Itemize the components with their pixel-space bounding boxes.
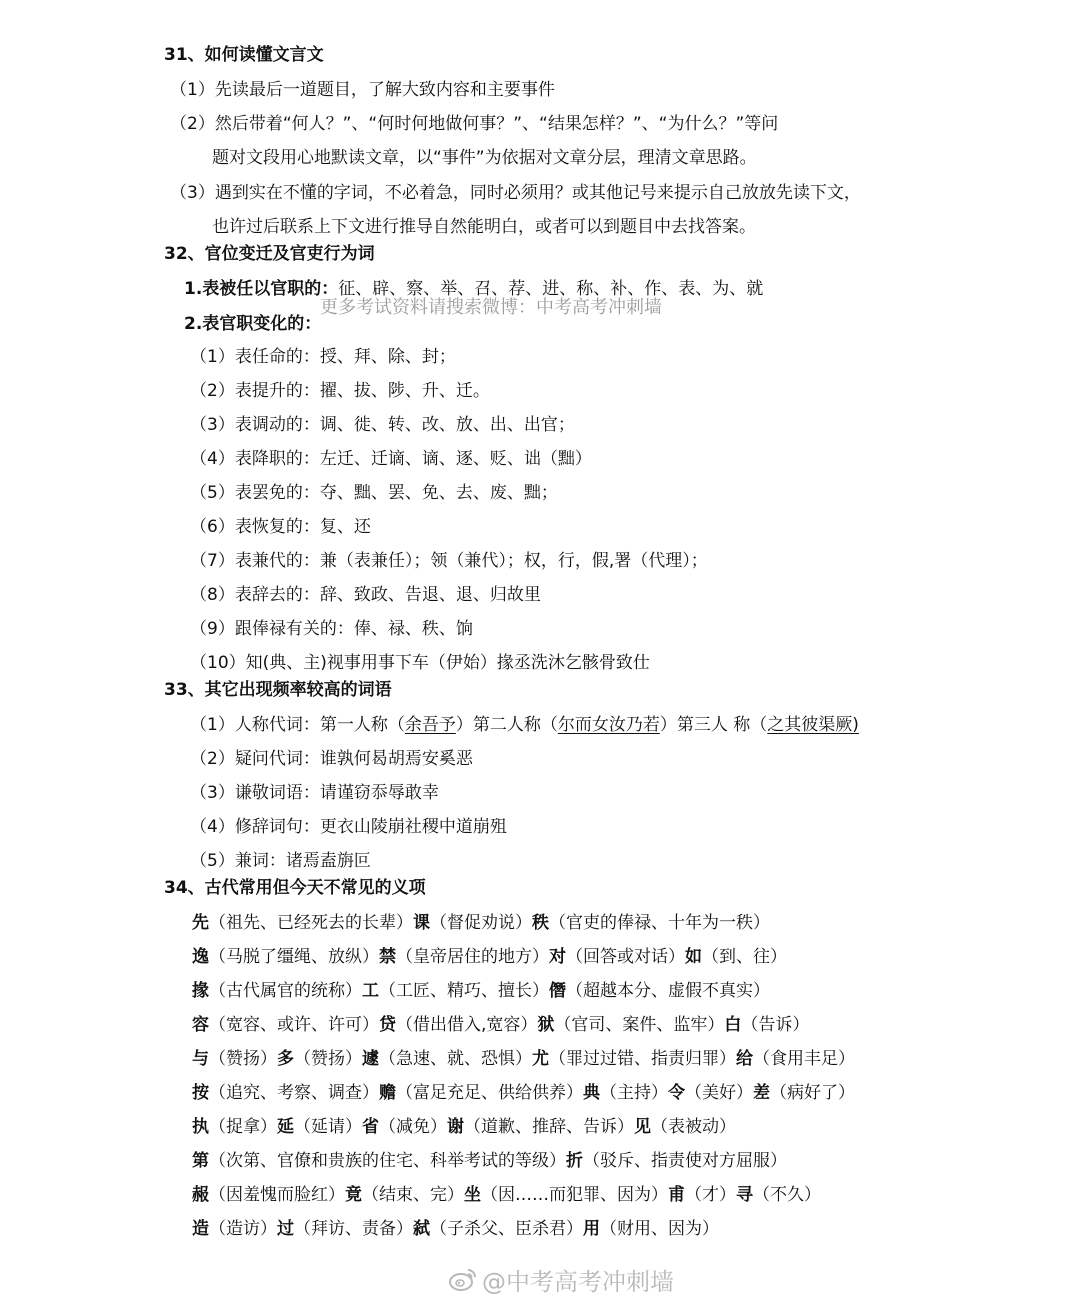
s34-term: 弑 xyxy=(413,1219,430,1239)
s34-gloss: （次第、官僚和贵族的住宅、科举考试的等级） xyxy=(209,1151,566,1171)
s34-term: 贷 xyxy=(379,1015,396,1035)
s31-line-3a: （3）遇到实在不懂的字词，不必着急，同时必须用？或其他记号来提示自己放放先读下文， xyxy=(170,183,861,203)
s32-point-2-label: 2.表官职变化的： xyxy=(184,314,322,334)
s34-gloss: （减免） xyxy=(379,1117,447,1137)
s34-row xyxy=(192,1183,821,1207)
s33-line-5: （5）兼词：诸焉盍旃叵 xyxy=(190,851,371,871)
s34-gloss: （皇帝居住的地方） xyxy=(396,947,549,967)
s34-term: 竟 xyxy=(345,1185,362,1205)
s34-row xyxy=(192,1115,736,1139)
s34-term: 第 xyxy=(192,1151,209,1171)
s34-term: 按 xyxy=(192,1083,209,1103)
s34-gloss: （表被动） xyxy=(651,1117,736,1137)
weibo-icon xyxy=(448,1266,478,1292)
section-32-title: 32、官位变迁及官吏行为词 xyxy=(164,244,375,264)
s34-gloss: （道歉、推辞、告诉） xyxy=(464,1117,634,1137)
s34-gloss: （因羞愧而脸红） xyxy=(209,1185,345,1205)
s34-term: 遽 xyxy=(362,1049,379,1069)
s34-term: 工 xyxy=(362,981,379,1001)
s34-term: 禁 xyxy=(379,947,396,967)
s34-row xyxy=(192,1081,855,1105)
s34-term: 多 xyxy=(277,1049,294,1069)
s34-term: 白 xyxy=(724,1015,742,1035)
s34-term: 如 xyxy=(685,947,702,967)
s34-gloss: （病好了） xyxy=(770,1083,855,1103)
section-33-title: 33、其它出现频率较高的词语 xyxy=(164,680,392,700)
s34-gloss: （回答或对话） xyxy=(566,947,685,967)
s33-l1-underlined: 余吾予 xyxy=(404,715,456,735)
s31-line-2a: （2）然后带着“何人？”、“何时何地做何事？”、“结果怎样？”、“为什么？”等问 xyxy=(170,114,779,134)
s34-term: 谢 xyxy=(447,1117,464,1137)
s34-gloss: （官司、案件、监牢） xyxy=(554,1015,725,1035)
s34-gloss: （急速、就、恐惧） xyxy=(379,1049,532,1069)
s33-line-3: （3）谦敬词语：请谨窃忝辱敢幸 xyxy=(190,783,439,803)
s34-term: 执 xyxy=(192,1117,209,1137)
s34-row xyxy=(192,979,770,1003)
s31-line-2b: 题对文段用心地默读文章，以“事件”为依据对文章分层，理清文章思路。 xyxy=(212,148,757,168)
s34-term: 令 xyxy=(668,1083,685,1103)
s34-gloss: （食用丰足） xyxy=(753,1049,855,1069)
s34-term: 逸 xyxy=(192,947,209,967)
s34-term: 秩 xyxy=(532,913,549,933)
s34-term: 掾 xyxy=(192,981,209,1001)
s32-item: （9）跟俸禄有关的：俸、禄、秩、饷 xyxy=(190,619,473,639)
s33-l1-underlined: 尔而女汝乃若 xyxy=(557,715,660,735)
s31-line-1: （1）先读最后一道题目，了解大致内容和主要事件 xyxy=(170,80,555,100)
s34-gloss: （赞扬） xyxy=(294,1049,362,1069)
section-34-title: 34、古代常用但今天不常见的义项 xyxy=(164,878,426,898)
s34-gloss: （捉拿） xyxy=(209,1117,277,1137)
s32-item: （1）表任命的：授、拜、除、封； xyxy=(190,347,456,367)
s32-item: （8）表辞去的：辞、致政、告退、退、归故里 xyxy=(190,585,541,605)
s34-gloss: （督促劝说） xyxy=(430,913,532,933)
s34-term: 过 xyxy=(277,1219,294,1239)
s34-term: 寻 xyxy=(736,1185,753,1205)
s34-gloss: （造访） xyxy=(209,1219,277,1239)
s34-gloss: （告诉） xyxy=(741,1015,810,1035)
s34-gloss: （子杀父、臣杀君） xyxy=(430,1219,583,1239)
s34-gloss: （马脱了缰绳、放纵） xyxy=(209,947,379,967)
s32-point-1-text: 征、辟、察、举、召、荐、进、称、补、作、表、为、就 xyxy=(338,279,764,299)
s34-term: 课 xyxy=(413,913,430,933)
s32-item: （3）表调动的：调、徙、转、改、放、出、出官； xyxy=(190,415,575,435)
s33-line-2: （2）疑问代词：谁孰何曷胡焉安奚恶 xyxy=(190,749,473,769)
s34-term: 造 xyxy=(192,1219,209,1239)
s34-gloss: （赞扬） xyxy=(209,1049,277,1069)
s34-gloss: （驳斥、指责使对方屈服） xyxy=(583,1151,787,1171)
s34-gloss: （不久） xyxy=(753,1185,821,1205)
s34-row xyxy=(192,1217,719,1241)
s34-row xyxy=(192,945,787,969)
s34-gloss: （拜访、责备） xyxy=(294,1219,413,1239)
s34-gloss: （延请） xyxy=(294,1117,362,1137)
s34-gloss: （追究、考察、调查） xyxy=(209,1083,379,1103)
s34-term: 与 xyxy=(192,1049,209,1069)
s34-gloss: （才） xyxy=(685,1185,736,1205)
s34-gloss: （美好） xyxy=(685,1083,753,1103)
s34-term: 坐 xyxy=(464,1185,481,1205)
s34-term: 省 xyxy=(362,1117,379,1137)
s34-row xyxy=(192,1047,855,1071)
s32-item: （5）表罢免的：夺、黜、罢、免、去、废、黜； xyxy=(190,483,558,503)
s34-row xyxy=(192,1013,809,1037)
s34-term: 赡 xyxy=(379,1083,396,1103)
s34-term: 给 xyxy=(736,1049,753,1069)
s33-l1-part: ）第三人 称（ xyxy=(659,715,768,735)
s34-gloss: （结束、完） xyxy=(362,1185,464,1205)
s34-row xyxy=(192,1149,787,1173)
s34-term: 对 xyxy=(549,947,566,967)
s32-item: （2）表提升的：擢、拔、陟、升、迁。 xyxy=(190,381,490,401)
s34-term: 折 xyxy=(566,1151,583,1171)
section-31-title: 31、如何读懂文言文 xyxy=(164,45,324,65)
s34-gloss: （祖先、已经死去的长辈） xyxy=(209,913,413,933)
s34-term: 容 xyxy=(192,1015,209,1035)
s34-gloss: （因……而犯罪、因为） xyxy=(481,1185,668,1205)
s34-gloss: （宽容、或许、许可） xyxy=(209,1015,379,1035)
s32-item: （10）知(典、主)视事用事下车（伊始）掾丞洗沐乞骸骨致仕 xyxy=(190,653,650,673)
s34-gloss: （主持） xyxy=(600,1083,668,1103)
s34-term: 见 xyxy=(634,1117,651,1137)
s34-term: 先 xyxy=(192,913,209,933)
s34-gloss: （到、往） xyxy=(702,947,787,967)
s34-term: 用 xyxy=(583,1219,600,1239)
s34-term: 尤 xyxy=(532,1049,549,1069)
s34-term: 延 xyxy=(277,1117,294,1137)
s34-gloss: （借出借入,宽容） xyxy=(396,1015,538,1035)
s33-line-1 xyxy=(190,713,859,737)
watermark-text: 更多考试资料请搜索微博：中考高考冲刺墙 xyxy=(320,297,662,318)
s34-term: 典 xyxy=(583,1083,600,1103)
s31-line-3b: 也许过后联系上下文进行推导自然能明白，或者可以到题目中去找答案。 xyxy=(212,217,756,237)
s34-gloss: （财用、因为） xyxy=(600,1219,719,1239)
s34-gloss: （官吏的俸禄、十年为一秩） xyxy=(549,913,770,933)
footer-watermark xyxy=(448,1262,674,1296)
s34-term: 赧 xyxy=(192,1185,209,1205)
s32-item: （6）表恢复的：复、还 xyxy=(190,517,371,537)
s32-point-1-label: 1.表被任以官职的： xyxy=(184,279,339,299)
s34-gloss: （工匠、精巧、擅长） xyxy=(379,981,549,1001)
s34-gloss: （罪过过错、指责归罪） xyxy=(549,1049,736,1069)
s34-row xyxy=(192,911,770,935)
s32-item: （7）表兼代的：兼（表兼任）；领（兼代）；权，行，假,署（代理）； xyxy=(190,551,708,571)
s33-l1-part: （1）人称代词：第一人称（ xyxy=(190,715,405,735)
s34-term: 僭 xyxy=(549,981,566,1001)
s34-gloss: （超越本分、虚假不真实） xyxy=(566,981,770,1001)
s34-gloss: （古代属官的统称） xyxy=(209,981,362,1001)
footer-handle: @中考高考冲刺墙 xyxy=(482,1267,674,1296)
s34-term: 差 xyxy=(753,1083,770,1103)
s33-l1-part: ）第二人称（ xyxy=(455,715,558,735)
s32-item: （4）表降职的：左迁、迁谪、谪、逐、贬、诎（黜） xyxy=(190,449,592,469)
s33-l1-underlined: 之其彼渠厥) xyxy=(767,715,859,735)
s34-term: 狱 xyxy=(537,1015,555,1035)
s33-line-4: （4）修辞词句：更衣山陵崩社稷中道崩殂 xyxy=(190,817,507,837)
s34-term: 甫 xyxy=(668,1185,685,1205)
s34-gloss: （富足充足、供给供养） xyxy=(396,1083,583,1103)
